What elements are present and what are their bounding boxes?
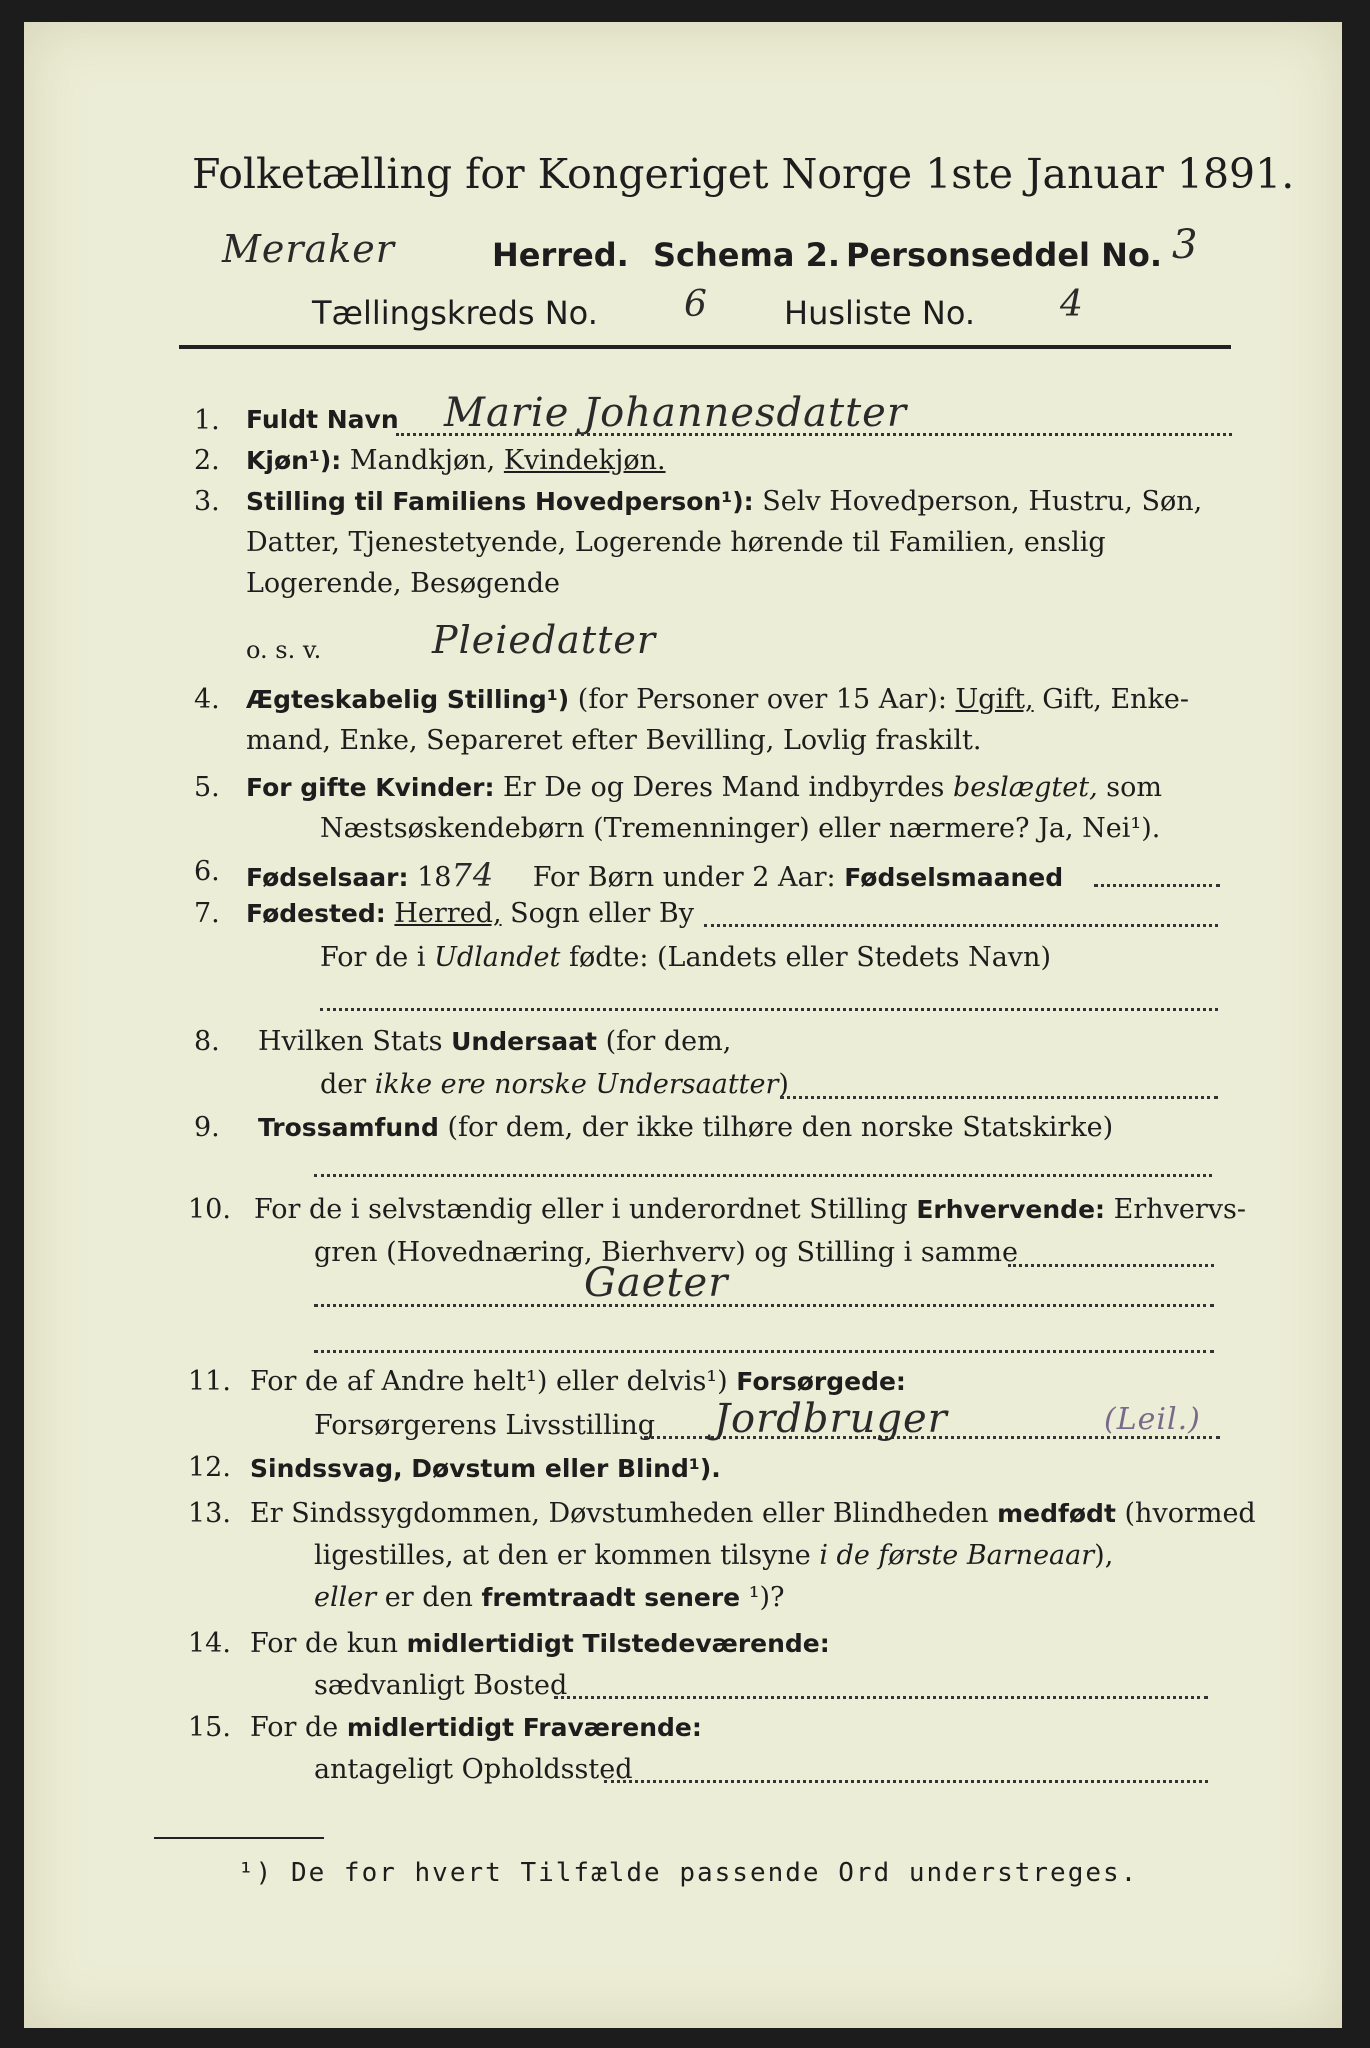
item-2-options: Mandkjøn, — [349, 445, 496, 476]
item-4-number: 4. — [194, 684, 220, 715]
item-2-key: Kjøn¹): — [246, 446, 342, 475]
item-6-number: 6. — [194, 856, 220, 887]
item-2-label — [246, 445, 666, 476]
item-3-value: Pleiedatter — [432, 618, 657, 662]
item-11-line-2: Forsørgerens Livsstilling — [314, 1410, 656, 1441]
item-12-number: 12. — [188, 1452, 231, 1483]
item-14-line-2: sædvanligt Bosted — [314, 1670, 568, 1701]
item-13-line-1: Er Sindssygdommen, Døvstumheden eller Blindheden medfødt (hvormed — [250, 1498, 1256, 1529]
item-3-number: 3. — [194, 486, 220, 517]
item-2-number: 2. — [194, 445, 220, 476]
item-8-number: 8. — [194, 1026, 220, 1057]
herred-label: Herred. — [492, 236, 629, 274]
item-13-line-3: eller er den fremtraadt senere ¹)? — [314, 1582, 785, 1613]
item-7-line-1: Fødested: Herred, Sogn eller By — [246, 898, 694, 929]
item-13-number: 13. — [188, 1498, 231, 1529]
item-7-selected: Herred, — [394, 898, 502, 929]
item-5-line-2: Næstsøskendebørn (Tremenninger) eller nærmere? Ja, Nei¹). — [320, 813, 1161, 844]
item-3-line-4: o. s. v. — [246, 636, 322, 664]
taellingskreds-number: 6 — [684, 284, 708, 325]
item-10-line-1: For de i selvstændig eller i underordnet Stilling Erhvervende: Erhvervs- — [254, 1194, 1247, 1225]
item-4-selected: Ugift, — [955, 684, 1034, 715]
husliste-label: Husliste No. — [784, 294, 975, 332]
census-form-page — [24, 22, 1342, 2028]
item-3-line-3: Logerende, Besøgende — [246, 568, 560, 599]
item-9-line: Trossamfund (for dem, der ikke tilhøre den norske Statskirke) — [258, 1112, 1114, 1143]
item-8-line-2: der ikke ere norske Undersaatter) — [320, 1069, 789, 1100]
item-2-selected: Kvindekjøn. — [503, 445, 666, 476]
item-10-number: 10. — [188, 1194, 231, 1225]
item-14-number: 14. — [188, 1628, 231, 1659]
header-rule — [179, 345, 1231, 349]
item-13-line-2: ligestilles, at den er kommen tilsyne i de første Barneaar), — [314, 1540, 1114, 1571]
personseddel-label: Personseddel No. — [846, 236, 1163, 274]
item-15-line-1: For de midlertidigt Fraværende: — [250, 1712, 702, 1743]
item-11-number: 11. — [188, 1366, 231, 1397]
personseddel-number: 3 — [1172, 222, 1199, 268]
item-11-line-1: For de af Andre helt¹) eller delvis¹) Forsørgede: — [250, 1366, 906, 1397]
item-14-line-1: For de kun midlertidigt Tilstedeværende: — [250, 1628, 830, 1659]
item-6-year: 74 — [451, 856, 495, 894]
item-1-label: Fuldt Navn — [246, 405, 399, 434]
item-3-line-2: Datter, Tjenestetyende, Logerende hørende til Familien, enslig — [246, 527, 1106, 558]
item-12-label: Sindssvag, Døvstum eller Blind¹). — [250, 1454, 721, 1483]
item-1-number: 1. — [194, 405, 220, 436]
item-5-number: 5. — [194, 772, 220, 803]
item-11-note: (Leil.) — [1104, 1402, 1201, 1437]
item-10-value: Gaeter — [584, 1260, 729, 1306]
item-7-number: 7. — [194, 898, 220, 929]
item-8-line-1: Hvilken Stats Undersaat (for dem, — [258, 1026, 732, 1057]
footnote: ¹) De for hvert Tilfælde passende Ord understreges. — [238, 1858, 1139, 1888]
item-3-key: Stilling til Familiens Hovedperson¹): — [246, 487, 754, 516]
item-7-line-2: For de i Udlandet fødte: (Landets eller Stedets Navn) — [320, 942, 1051, 973]
form-title: Folketælling for Kongeriget Norge 1ste Januar 1891. — [192, 150, 1295, 198]
item-15-line-2: antageligt Opholdssted — [314, 1754, 633, 1785]
item-10-line-2: gren (Hovednæring, Bierhverv) og Stilling i samme — [314, 1237, 1019, 1268]
item-9-number: 9. — [194, 1112, 220, 1143]
item-3-line-1: Stilling til Familiens Hovedperson¹): Selv Hovedperson, Hustru, Søn, — [246, 486, 1203, 517]
item-4-line-1: Ægteskabelig Stilling¹) (for Personer over 15 Aar): Ugift, Gift, Enke- — [246, 684, 1190, 715]
item-1-value: Marie Johannesdatter — [444, 390, 907, 436]
schema-label: Schema 2. — [653, 236, 840, 274]
husliste-number: 4 — [1060, 284, 1084, 325]
item-11-value: Jordbruger — [714, 1396, 948, 1442]
herred-handwritten: Meraker — [222, 227, 395, 271]
footnote-rule — [154, 1837, 324, 1839]
item-15-number: 15. — [188, 1712, 231, 1743]
taellingskreds-label: Tællingskreds No. — [312, 294, 598, 332]
item-5-line-1: For gifte Kvinder: Er De og Deres Mand indbyrdes beslægtet, som — [246, 772, 1162, 803]
item-6-line: Fødselsaar: 1874 For Børn under 2 Aar: Fødselsmaaned — [246, 856, 1064, 894]
item-4-line-2: mand, Enke, Separeret efter Bevilling, Lovlig fraskilt. — [246, 725, 982, 756]
